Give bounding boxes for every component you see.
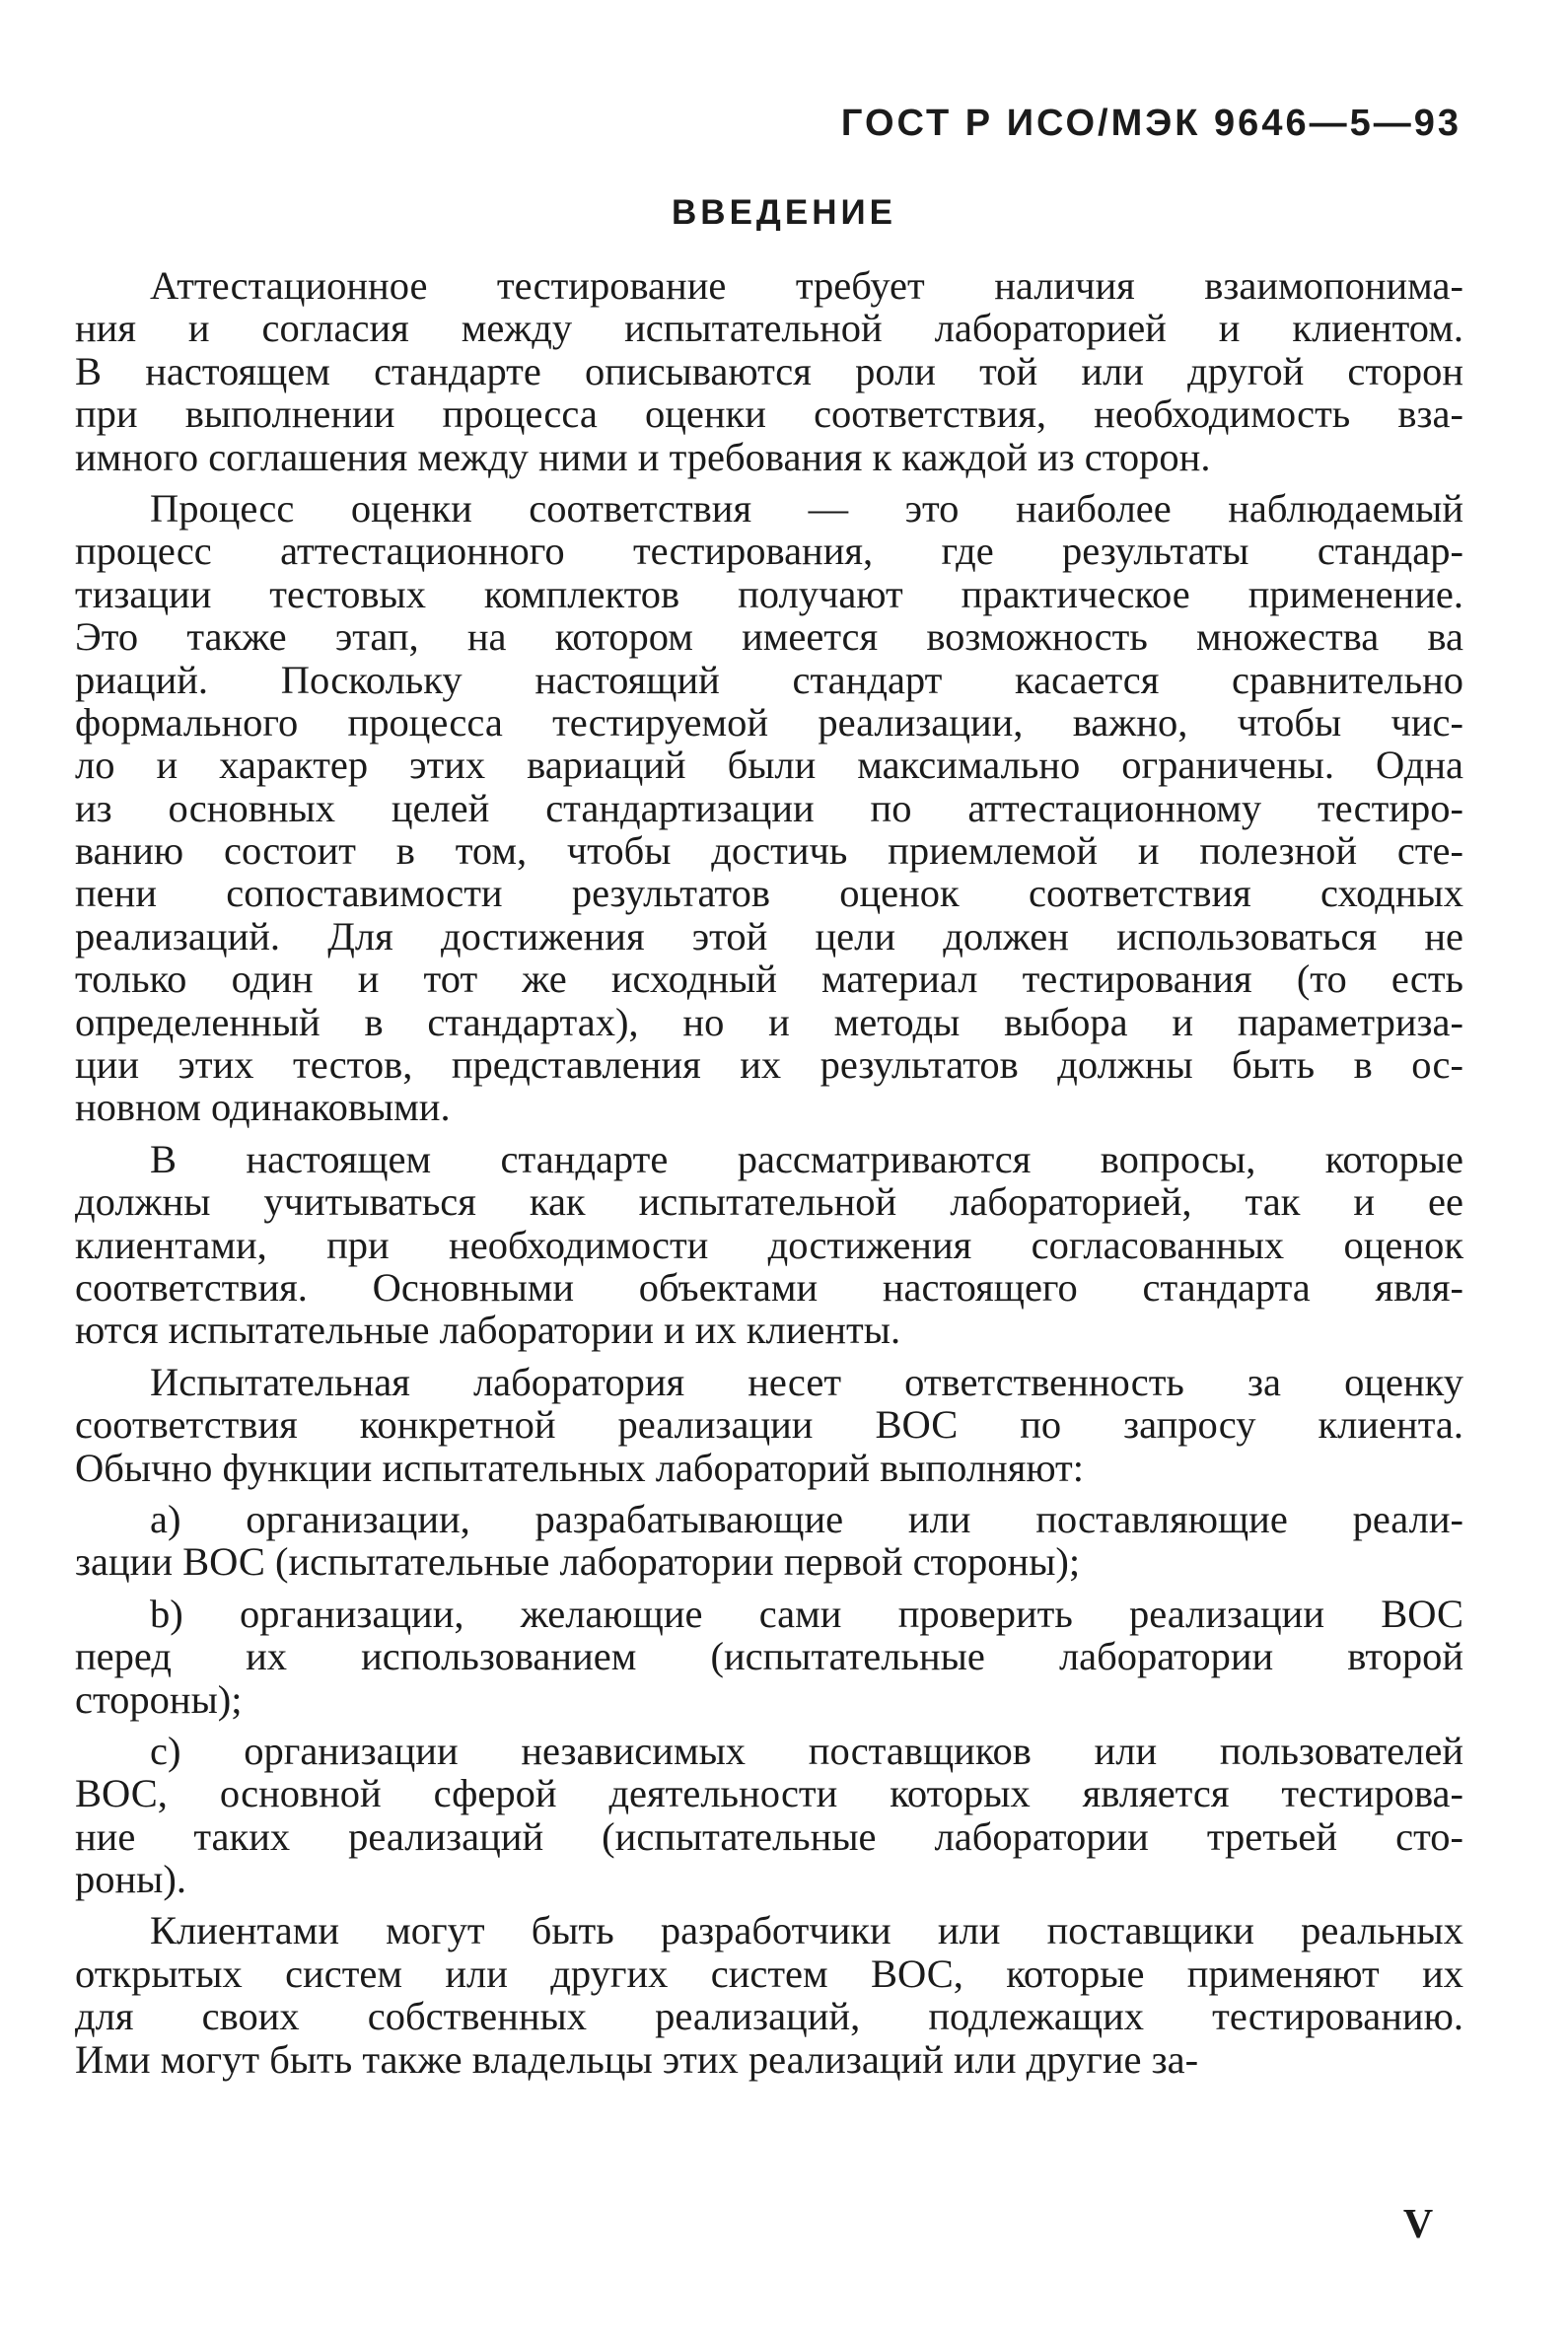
- text-line: ванию состоит в том, чтобы достичь приемлемой и полезной сте-: [75, 828, 1463, 874]
- text-line: процесс аттестационного тестирования, где результаты стандар-: [75, 529, 1463, 574]
- text-line: ВОС, основной сферой деятельности которых является тестирова-: [75, 1771, 1463, 1816]
- text-line: клиентами, при необходимости достижения согласованных оценок: [75, 1222, 1463, 1267]
- text-line: должны учитываться как испытательной лабораторией, так и ее: [75, 1179, 1463, 1225]
- text-line: ние таких реализаций (испытательные лаборатории третьей сто-: [75, 1813, 1463, 1859]
- paragraph: [75, 1138, 1463, 1352]
- text-line: роны).: [75, 1857, 186, 1902]
- text-line: В настоящем стандарте рассматриваются вопросы, которые: [150, 1136, 1463, 1181]
- text-line: для своих собственных реализаций, подлежащих тестированию.: [75, 1994, 1463, 2039]
- text-line: b) организации, желающие сами проверить реализации ВОС: [150, 1591, 1463, 1636]
- text-line: зации ВОС (испытательные лаборатории первой стороны);: [75, 1539, 1081, 1585]
- text-line: Это также этап, на котором имеется возможность множества ва: [75, 614, 1463, 660]
- text-line: Испытательная лаборатория несет ответственность за оценку: [150, 1359, 1463, 1404]
- text-line: соответствия конкретной реализации ВОС по запросу клиента.: [75, 1402, 1463, 1448]
- text-line: ло и характер этих вариаций были максимально ограничены. Одна: [75, 743, 1463, 788]
- section-title: ВВЕДЕНИЕ: [672, 193, 896, 232]
- text-line: Ими могут быть также владельцы этих реализаций или другие за-: [75, 2036, 1199, 2082]
- paragraph: [75, 1730, 1463, 1901]
- text-line: стороны);: [75, 1676, 243, 1722]
- text-line: пени сопоставимости результатов оценок соответствия сходных: [75, 871, 1463, 916]
- text-line: тизации тестовых комплектов получают практическое применение.: [75, 571, 1463, 616]
- paragraph: [75, 487, 1463, 1129]
- text-line: формального процесса тестируемой реализации, важно, чтобы чис-: [75, 699, 1463, 745]
- text-line: Обычно функции испытательных лабораторий выполняют:: [75, 1445, 1085, 1490]
- text-line: соответствия. Основными объектами настоящего стандарта явля-: [75, 1264, 1463, 1310]
- text-line: реализаций. Для достижения этой цели должен использоваться не: [75, 913, 1463, 958]
- paragraph: [75, 1361, 1463, 1489]
- text-line: только один и тот же исходный материал тестирования (то есть: [75, 957, 1463, 1002]
- text-line: c) организации независимых поставщиков или пользователей: [150, 1728, 1463, 1773]
- text-line: при выполнении процесса оценки соответствия, необходимость вза-: [75, 391, 1463, 437]
- text-line: Клиентами могут быть разработчики или поставщики реальных: [150, 1908, 1463, 1953]
- text-line: перед их использованием (испытательные лаборатории второй: [75, 1634, 1463, 1679]
- text-line: имного соглашения между ними и требования к каждой из сторон.: [75, 434, 1211, 479]
- text-line: ции этих тестов, представления их результатов должны быть в ос-: [75, 1042, 1463, 1088]
- paragraph: [75, 1593, 1463, 1721]
- paragraph: [75, 264, 1463, 478]
- text-line: a) организации, разрабатывающие или поставляющие реали-: [150, 1496, 1463, 1541]
- body-text: [75, 264, 1463, 2081]
- text-line: из основных целей стандартизации по аттестационному тестиро-: [75, 785, 1463, 830]
- paragraph: [75, 1498, 1463, 1584]
- text-line: Аттестационное тестирование требует наличия взаимопонима-: [150, 263, 1463, 308]
- text-line: новном одинаковыми.: [75, 1085, 451, 1130]
- page-number: V: [1402, 2202, 1434, 2247]
- text-line: определенный в стандартах), но и методы выбора и параметриза-: [75, 999, 1463, 1044]
- paragraph: [75, 1909, 1463, 2081]
- text-line: риаций. Поскольку настоящий стандарт касается сравнительно: [75, 657, 1463, 702]
- text-line: открытых систем или других систем ВОС, которые применяют их: [75, 1951, 1463, 1996]
- text-line: В настоящем стандарте описываются роли той или другой сторон: [75, 348, 1463, 393]
- text-line: ния и согласия между испытательной лабораторией и клиентом.: [75, 306, 1463, 351]
- text-line: Процесс оценки соответствия — это наиболее наблюдаемый: [150, 485, 1463, 531]
- text-line: ются испытательные лаборатории и их клиенты.: [75, 1308, 901, 1353]
- standard-number-header: ГОСТ Р ИСО/МЭК 9646—5—93: [840, 103, 1461, 144]
